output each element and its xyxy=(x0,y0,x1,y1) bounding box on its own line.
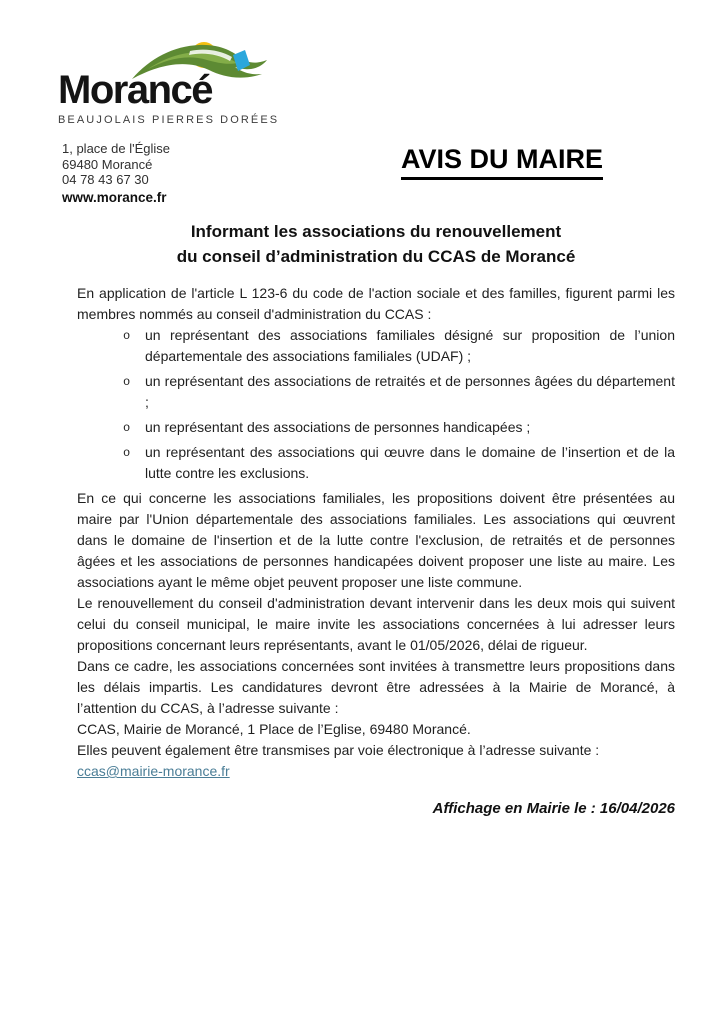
mailing-address-line: CCAS, Mairie de Morancé, 1 Place de l’Eglise, 69480 Morancé. xyxy=(77,721,471,737)
paragraph-familiales: En ce qui concerne les associations familiales, les propositions doivent être présentées au maire par l'Union départementale des associations familiales. Les associations qui œuvrent dans le domaine de l'insertion et de la lutte contre l'exclusion, de retraités et de personnes âgées et les associations de personnes handicapées doivent proposer une liste au maire. Les associations ayant le même objet peuvent proposer une liste commune. xyxy=(77,490,675,590)
logo-tagline: BEAUJOLAIS PIERRES DORÉES xyxy=(58,114,280,126)
bullet-marker-icon: o xyxy=(123,421,131,435)
subtitle-line-1: Informant les associations du renouvellement xyxy=(190,222,562,241)
email-link[interactable]: ccas@mairie-morance.fr xyxy=(77,763,230,779)
page-title: AVIS DU MAIRE xyxy=(401,144,603,180)
bullet-text: un représentant des associations familiales désigné sur proposition de l’union départementale des associations familiales (UDAF) ; xyxy=(145,327,675,364)
logo-wordmark: Morancé xyxy=(58,68,212,112)
member-bullet-list xyxy=(77,325,675,484)
paragraph-candidatures: Dans ce cadre, les associations concernées sont invitées à transmettre leurs propositions dans les délais impartis. Les candidatures devront être adressées à la Mairie de Morancé, à l’attention du CCAS, à l’adresse suivante : xyxy=(77,658,675,716)
bullet-marker-icon: o xyxy=(123,329,131,343)
notice-subtitle xyxy=(77,219,675,269)
list-item xyxy=(77,371,675,413)
bullet-text: un représentant des associations qui œuvre dans le domaine de l’insertion et de la lutte contre les exclusions. xyxy=(145,444,675,481)
posting-notice: Affichage en Mairie le : 16/04/2026 xyxy=(432,800,675,817)
list-item xyxy=(77,325,675,367)
morance-logo xyxy=(58,34,280,126)
contact-address xyxy=(62,141,170,188)
address-line-1: 1, place de l'Église xyxy=(62,141,170,156)
bullet-text: un représentant des associations de personnes handicapées ; xyxy=(145,419,531,435)
paragraph-renouvellement: Le renouvellement du conseil d'administration devant intervenir dans les deux mois qui suivent celui du conseil municipal, le maire invite les associations concernées à lui adresser leurs propositions concernant leurs représentants, avant le 01/05/2026, délai de rigueur. xyxy=(77,595,675,653)
bullet-marker-icon: o xyxy=(123,375,131,389)
bullet-text: un représentant des associations de retraités et de personnes âgées du département ; xyxy=(145,373,675,410)
bullet-marker-icon: o xyxy=(123,446,131,460)
notice-body xyxy=(77,283,675,819)
paragraph-electronique: Elles peuvent également être transmises par voie électronique à l’adresse suivante : xyxy=(77,742,600,758)
list-item xyxy=(77,442,675,484)
address-line-2: 69480 Morancé xyxy=(62,156,153,172)
phone-number: 04 78 43 67 30 xyxy=(62,172,149,187)
page-title-wrap xyxy=(327,144,677,180)
subtitle-line-2: du conseil d’administration du CCAS de Morancé xyxy=(176,247,576,266)
paragraph-intro: En application de l'article L 123-6 du code de l'action sociale et des familles, figurent parmi les membres nommés au conseil d'administration du CCAS : xyxy=(77,285,675,322)
email-line xyxy=(77,761,675,782)
website-url: www.morance.fr xyxy=(62,190,167,205)
list-item xyxy=(77,417,675,438)
